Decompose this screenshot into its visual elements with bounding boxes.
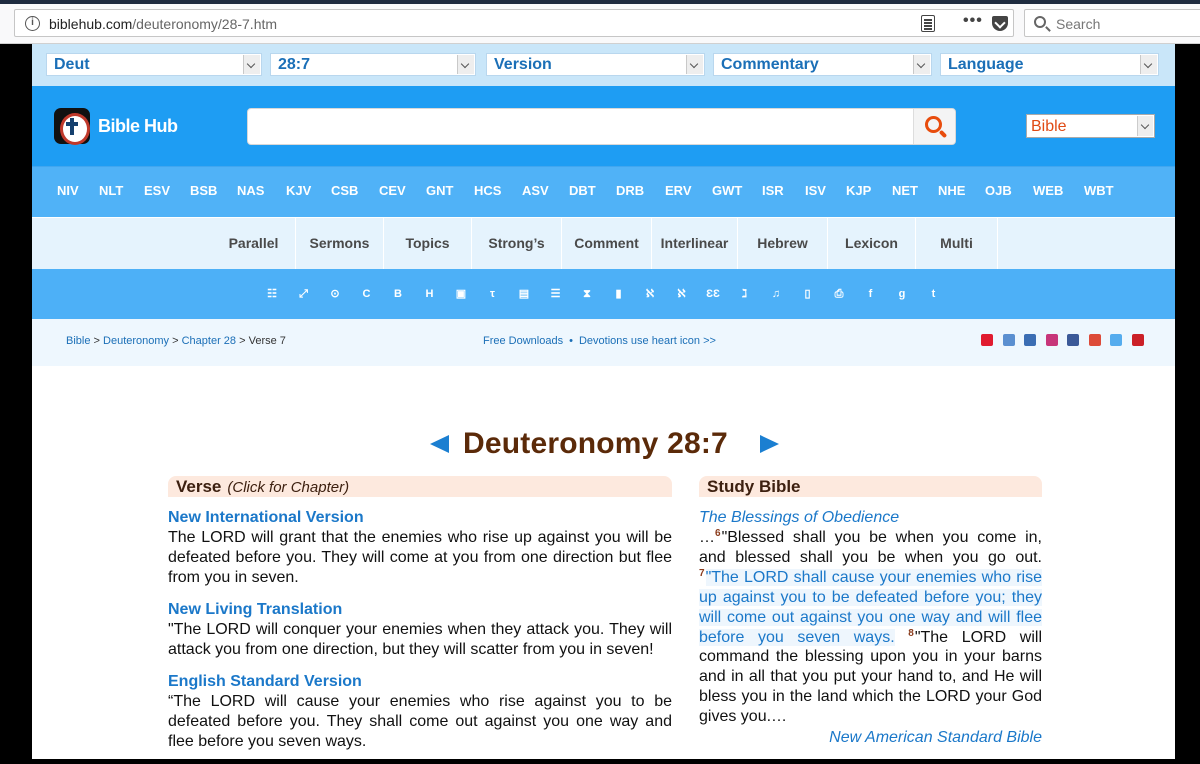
tab-sermons[interactable]: Sermons <box>296 218 384 270</box>
breadcrumb-bar <box>32 319 1175 366</box>
url-domain: biblehub.com <box>49 16 133 32</box>
version-link-nas[interactable]: NAS <box>237 183 265 198</box>
version-link-niv[interactable]: NIV <box>57 183 79 198</box>
url-path: /deuteronomy/28-7.htm <box>132 16 278 32</box>
page-actions-icon[interactable]: ••• <box>963 12 983 29</box>
search-icon <box>925 116 942 133</box>
version-link-gnt[interactable]: GNT <box>426 183 454 198</box>
version-link-net[interactable]: NET <box>892 183 918 198</box>
version-link-hcs[interactable]: HCS <box>474 183 502 198</box>
version-text: “The LORD will cause your enemies who rise against you to be defeated before you. They shall come out against you one way and flee before you seven ways. <box>168 693 672 750</box>
tab-topics[interactable]: Topics <box>384 218 472 270</box>
verse-heading: Verse <box>176 477 222 496</box>
facebook-icon[interactable]: f <box>868 288 873 300</box>
verse-6-text: "Blessed shall you be when you come in, and blessed shall you be when you go out. <box>699 529 1042 566</box>
icon-toolbar <box>32 269 1175 319</box>
version-link-web[interactable]: WEB <box>1033 183 1064 198</box>
tab-hebrew[interactable]: Hebrew <box>738 218 828 270</box>
logo-cross-horizontal <box>66 122 78 126</box>
search-scope-select[interactable] <box>1026 114 1155 138</box>
breadcrumb-separator: > <box>90 335 104 347</box>
previous-verse-icon[interactable] <box>430 435 449 453</box>
url-text[interactable] <box>49 16 277 32</box>
verse-versions <box>168 508 672 764</box>
print-icon[interactable]: ⎙ <box>834 288 844 300</box>
browser-search-placeholder: Search <box>1056 16 1101 32</box>
page-title <box>430 422 780 462</box>
chevron-down-icon <box>1140 55 1157 74</box>
hebrew-icon[interactable]: ℷ <box>741 288 748 300</box>
tools-nav <box>32 217 1175 269</box>
c-icon[interactable]: C <box>362 288 371 300</box>
version-select[interactable] <box>486 53 705 76</box>
audio-icon[interactable]: ♫ <box>771 288 781 300</box>
study-source-link[interactable]: New American Standard Bible <box>829 729 1042 747</box>
book-small-icon[interactable] <box>1003 334 1015 346</box>
window-edge <box>0 0 1200 4</box>
pinterest-icon[interactable] <box>1132 334 1144 346</box>
commentary-select-value: Commentary <box>721 56 819 73</box>
bullets-icon[interactable]: ☰ <box>550 288 561 300</box>
language-select-value: Language <box>948 56 1024 73</box>
version-link-erv[interactable]: ERV <box>665 183 692 198</box>
verse-8-text: "The LORD will command the blessing upon you in your barns and in all that you put your hand to, and He will bless you in the land which the LORD your God gives you.… <box>699 628 1042 726</box>
chevron-down-icon <box>243 55 260 74</box>
version-entry <box>168 508 672 588</box>
version-name[interactable]: English Standard Version <box>168 673 362 690</box>
downloads-links <box>483 335 716 347</box>
facebook-small-icon[interactable] <box>1067 334 1079 346</box>
version-link-bsb[interactable]: BSB <box>190 183 218 198</box>
devotions-link[interactable]: Devotions use heart icon >> <box>578 335 716 347</box>
mobile-icon[interactable]: ▯ <box>804 288 811 300</box>
verse-7-text: "The LORD shall cause your enemies who rise up against you to be defeated before you; they will come out against you one way and will flee before you seven ways. <box>699 568 1042 646</box>
book-select[interactable] <box>46 53 262 76</box>
version-link-asv[interactable]: ASV <box>522 183 549 198</box>
book-select-value: Deut <box>54 56 90 73</box>
version-name[interactable]: New International Version <box>168 509 364 526</box>
site-header <box>32 86 1175 166</box>
image-icon[interactable]: ▣ <box>455 288 467 300</box>
ellipsis: … <box>699 529 715 546</box>
version-entry <box>168 600 672 660</box>
version-link-csb[interactable]: CSB <box>331 183 359 198</box>
verse-select-value: 28:7 <box>278 56 311 73</box>
breadcrumb <box>66 335 286 347</box>
study-section-header <box>699 476 1042 497</box>
t-icon[interactable]: τ <box>490 288 495 300</box>
cross-ref-icon[interactable]: ⤢ <box>299 288 308 300</box>
browser-toolbar <box>0 0 1200 44</box>
tab-multi[interactable]: Multi <box>916 218 998 270</box>
page-title-text: Deuteronomy 28:7 <box>463 427 728 460</box>
tab-comment[interactable]: Comment <box>562 218 652 270</box>
chevron-down-icon <box>1137 116 1153 136</box>
bible-hub-logo[interactable] <box>54 108 184 146</box>
breadcrumb-separator: > <box>169 335 182 347</box>
breadcrumb-chapter[interactable]: Chapter 28 <box>181 335 237 347</box>
version-link-isv[interactable]: ISV <box>805 183 826 198</box>
list-icon[interactable]: ☷ <box>267 288 277 300</box>
version-text: The LORD will grant that the enemies who rise up against you will be defeated before you. They will come at you from one direction but flee from you in seven. <box>168 529 672 586</box>
version-link-nlt[interactable]: NLT <box>99 183 124 198</box>
study-subheading[interactable]: The Blessings of Obedience <box>699 509 900 526</box>
version-link-kjp[interactable]: KJP <box>846 183 872 198</box>
instagram-icon[interactable] <box>1046 334 1058 346</box>
aleph-icon[interactable]: ℵ <box>645 288 655 300</box>
reader-view-icon[interactable] <box>921 15 935 32</box>
tab-strongs[interactable]: Strong’s <box>472 218 562 270</box>
chart-icon[interactable]: ▮ <box>615 288 622 300</box>
google-small-icon[interactable] <box>1089 334 1101 346</box>
breadcrumb-separator: > <box>236 335 249 347</box>
twitter-small-icon[interactable] <box>1110 334 1122 346</box>
search-scope-value: Bible <box>1031 118 1067 135</box>
h-icon[interactable]: H <box>425 288 434 300</box>
breadcrumb-verse: Verse 7 <box>248 335 286 347</box>
verse-select[interactable] <box>270 53 476 76</box>
main-content <box>32 366 1175 759</box>
verse-heading-note: (Click for Chapter) <box>227 479 350 496</box>
verse-number: 7 <box>699 567 705 579</box>
address-bar[interactable] <box>14 9 1014 37</box>
version-name[interactable]: New Living Translation <box>168 601 343 618</box>
next-verse-icon[interactable] <box>760 435 779 453</box>
search-icon <box>1034 16 1046 28</box>
site-search-input[interactable] <box>247 108 956 145</box>
free-downloads-link[interactable]: Free Downloads <box>483 335 564 347</box>
b-icon[interactable]: B <box>394 288 402 300</box>
browser-search-box[interactable] <box>1024 9 1200 37</box>
heart-icon[interactable] <box>981 334 993 346</box>
chevron-down-icon <box>457 55 474 74</box>
study-section-title: Study Bible <box>707 477 801 496</box>
version-link-ojb[interactable]: OJB <box>985 183 1012 198</box>
chevron-down-icon <box>913 55 930 74</box>
study-passage <box>699 528 1042 727</box>
pocket-icon[interactable] <box>992 16 1008 31</box>
study-bible <box>699 508 1042 748</box>
language-select[interactable] <box>940 53 1159 76</box>
site-search-button[interactable] <box>913 109 955 144</box>
version-link-dbt[interactable]: DBT <box>569 183 596 198</box>
versions-nav <box>32 166 1175 217</box>
version-link-nhe[interactable]: NHE <box>938 183 966 198</box>
verse-number: 6 <box>715 528 721 539</box>
version-entry <box>168 672 672 752</box>
verse-section-title <box>176 477 349 497</box>
version-link-esv[interactable]: ESV <box>144 183 171 198</box>
tab-lexicon[interactable]: Lexicon <box>828 218 916 270</box>
web-page <box>32 44 1175 759</box>
verse-section-header[interactable] <box>168 476 672 497</box>
version-select-value: Version <box>494 56 552 73</box>
google-icon[interactable]: g <box>898 288 906 300</box>
breadcrumb-book[interactable]: Deuteronomy <box>103 335 170 347</box>
alpha-icon[interactable]: ℵ <box>677 288 686 300</box>
version-text: "The LORD will conquer your enemies when they attack you. They will attack you from one direction, but they will scatter from you in seven! <box>168 621 672 658</box>
version-link-kjv[interactable]: KJV <box>286 183 312 198</box>
book-icon[interactable]: ▤ <box>518 288 530 300</box>
greek-icon[interactable]: ƐƐ <box>706 288 720 300</box>
logo-cross-vertical <box>70 118 74 135</box>
hourglass-icon[interactable]: ⧗ <box>583 288 591 300</box>
version-link-drb[interactable]: DRB <box>616 183 645 198</box>
breadcrumb-bible[interactable]: Bible <box>66 335 91 347</box>
link-icon[interactable]: ⊙ <box>330 288 340 300</box>
site-info-icon[interactable]: i <box>25 16 40 31</box>
cbd-icon[interactable] <box>1024 334 1036 346</box>
tab-parallel[interactable]: Parallel <box>212 218 296 270</box>
version-link-gwt[interactable]: GWT <box>712 183 743 198</box>
verse-number: 8 <box>908 627 914 639</box>
commentary-select[interactable] <box>713 53 932 76</box>
navigation-dropdown-bar <box>32 44 1175 86</box>
twitter-icon[interactable]: t <box>931 288 936 300</box>
logo-text: Bible Hub <box>98 116 178 136</box>
tab-interlinear[interactable]: Interlinear <box>652 218 738 270</box>
chevron-down-icon <box>686 55 703 74</box>
version-link-cev[interactable]: CEV <box>379 183 406 198</box>
version-link-isr[interactable]: ISR <box>762 183 784 198</box>
bullet-separator: • <box>569 335 573 347</box>
version-link-wbt[interactable]: WBT <box>1084 183 1114 198</box>
